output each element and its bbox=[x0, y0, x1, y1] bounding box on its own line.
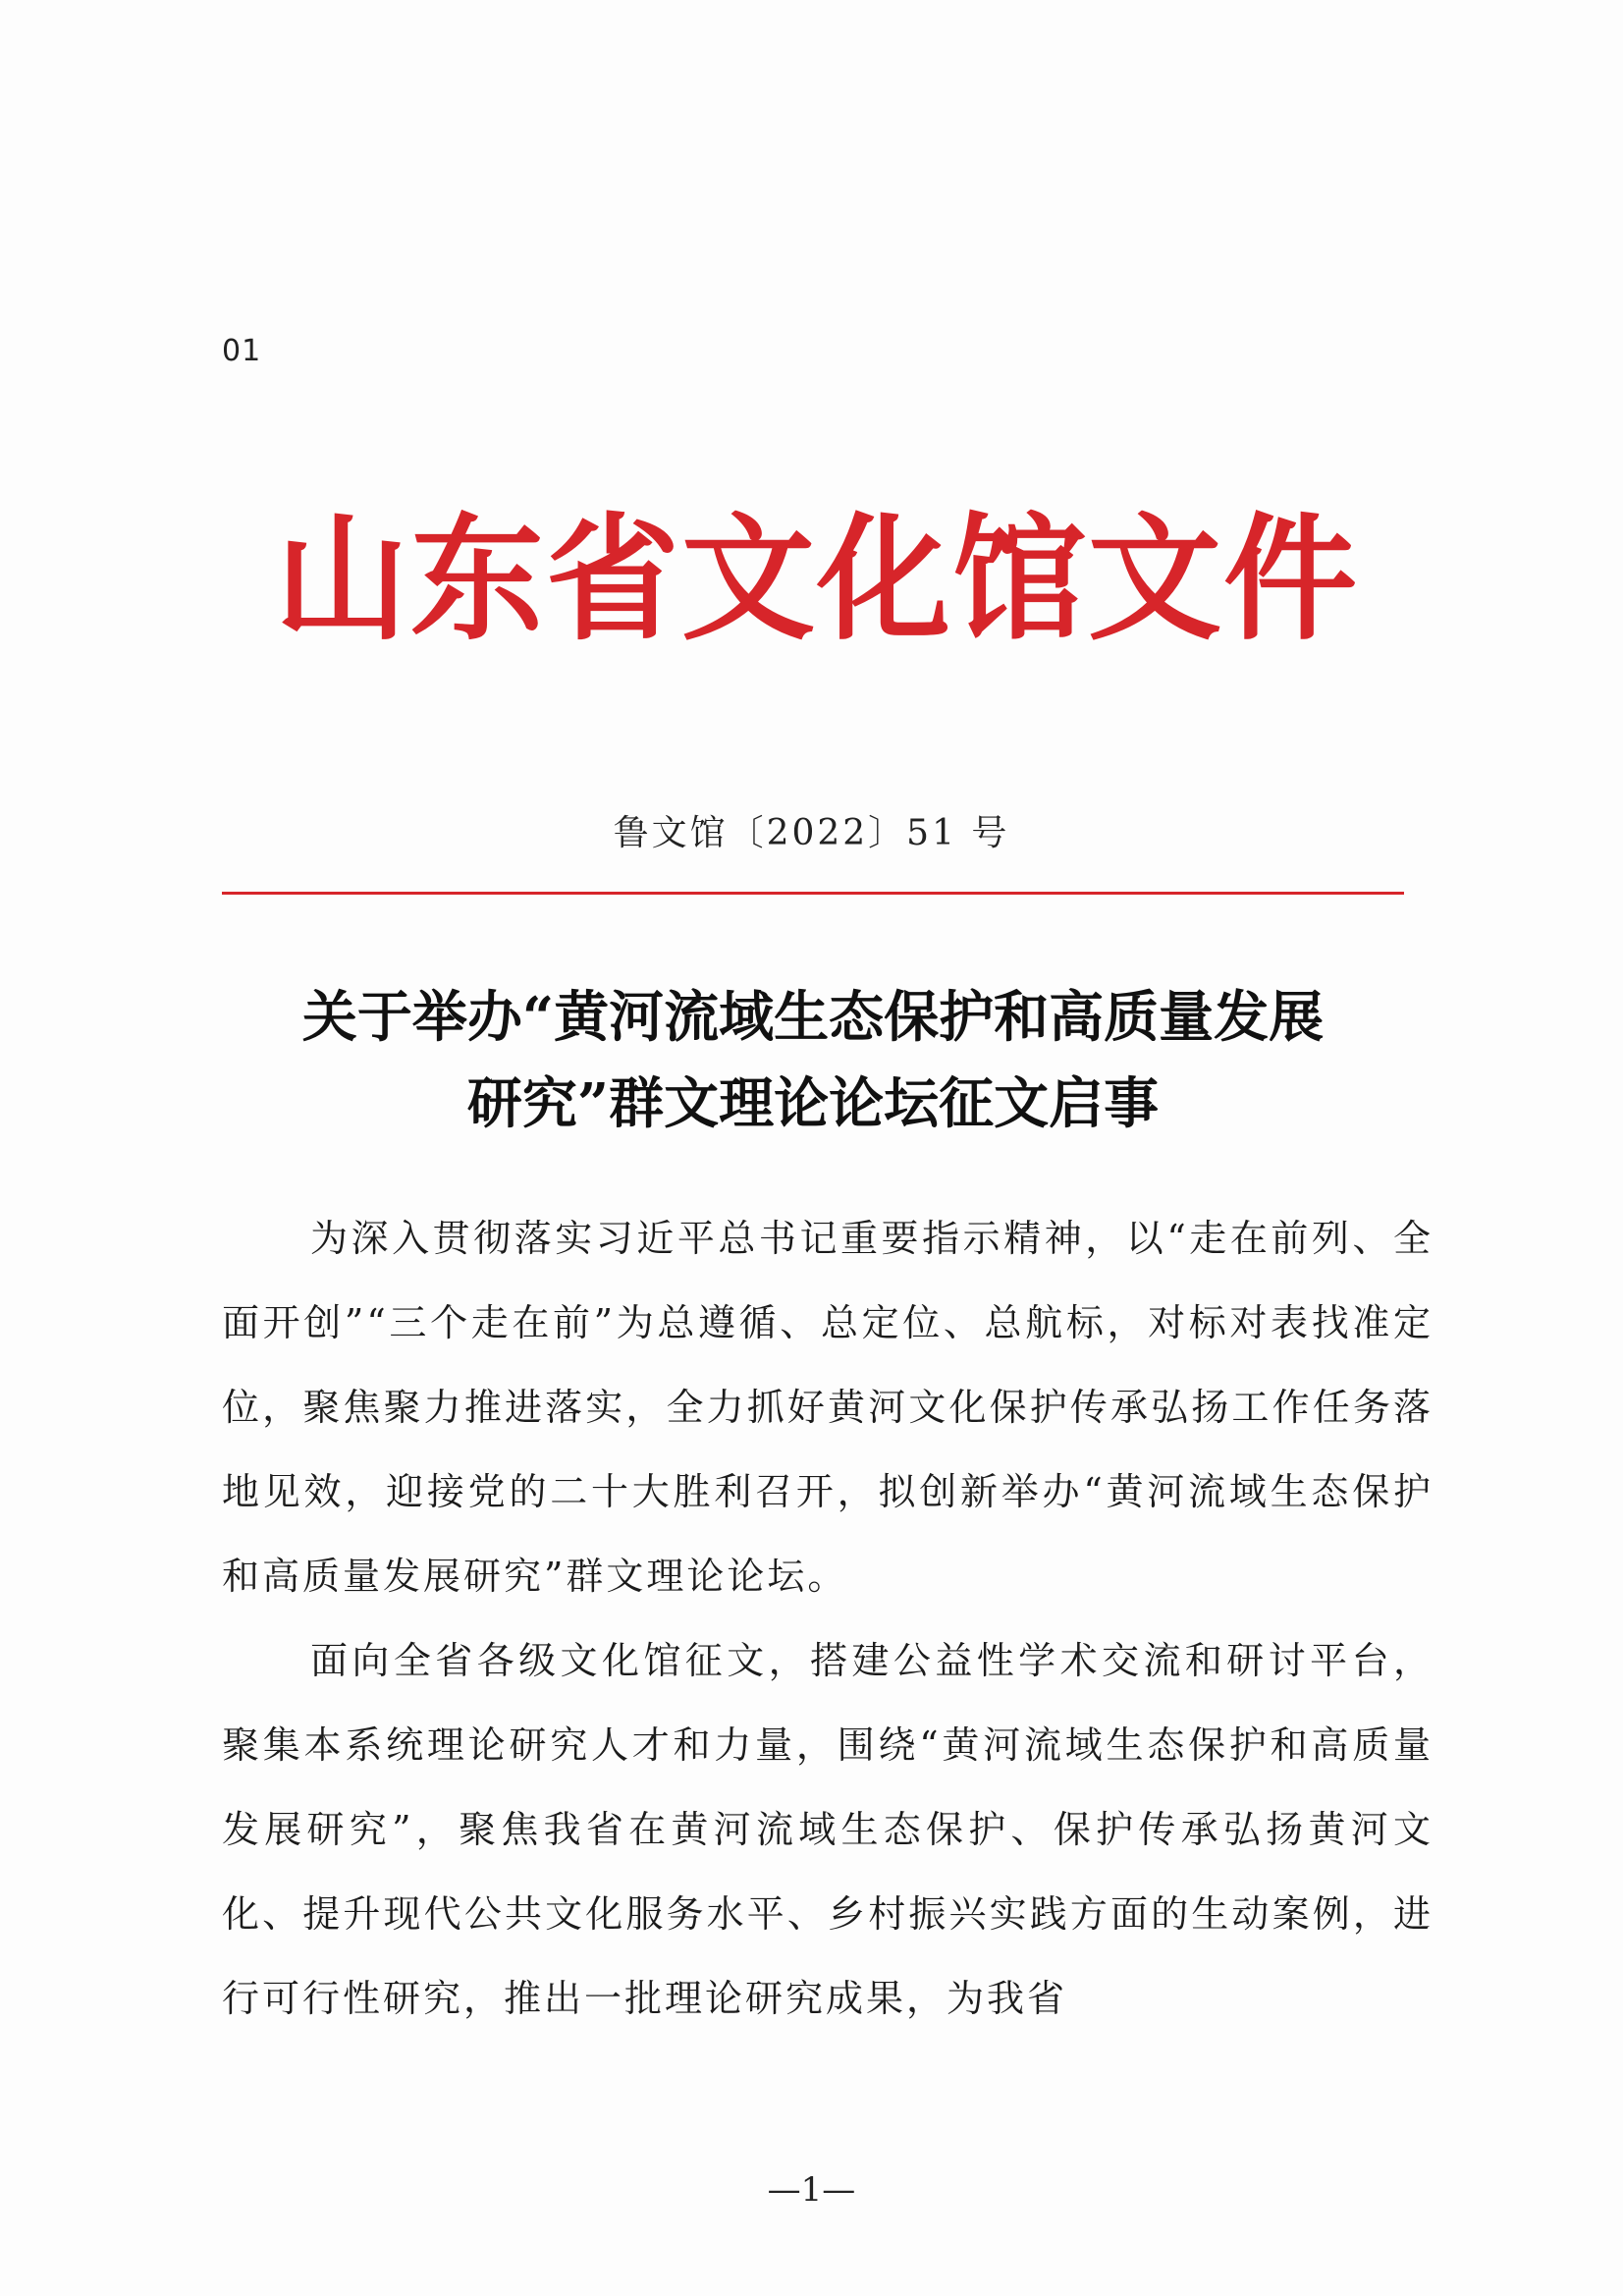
document-body bbox=[222, 1196, 1434, 2041]
issuer-header-title: 山东省文化馆文件 bbox=[275, 499, 1359, 660]
document-title-line-2: 研究”群文理论论坛征文启事 bbox=[466, 1071, 1160, 1136]
document-reference-number: 鲁文馆〔2022〕51 号 bbox=[613, 813, 1010, 853]
document-title bbox=[222, 974, 1404, 1147]
red-divider-line bbox=[222, 892, 1404, 895]
body-paragraph-2: 面向全省各级文化馆征文，搭建公益性学术交流和研讨平台，聚集本系统理论研究人才和力量，围绕“黄河流域生态保护和高质量发展研究”，聚焦我省在黄河流域生态保护、保护传承弘扬黄河文化、提升现代公共文化服务水平、乡村振兴实践方面的生动案例，进行可行性研究，推出一批理论研究成果，为我省 bbox=[222, 1639, 1434, 2020]
page-number: —1— bbox=[767, 2170, 856, 2210]
body-paragraph-1: 为深入贯彻落实习近平总书记重要指示精神，以“走在前列、全面开创”“三个走在前”为总遵循、总定位、总航标，对标对表找准定位，聚焦聚力推进落实，全力抓好黄河文化保护传承弘扬工作任务落地见效，迎接党的二十大胜利召开，拟创新举办“黄河流域生态保护和高质量发展研究”群文理论论坛。 bbox=[222, 1217, 1434, 1598]
document-serial-number: 01 bbox=[222, 334, 262, 368]
document-title-line-1: 关于举办“黄河流域生态保护和高质量发展 bbox=[301, 985, 1325, 1050]
